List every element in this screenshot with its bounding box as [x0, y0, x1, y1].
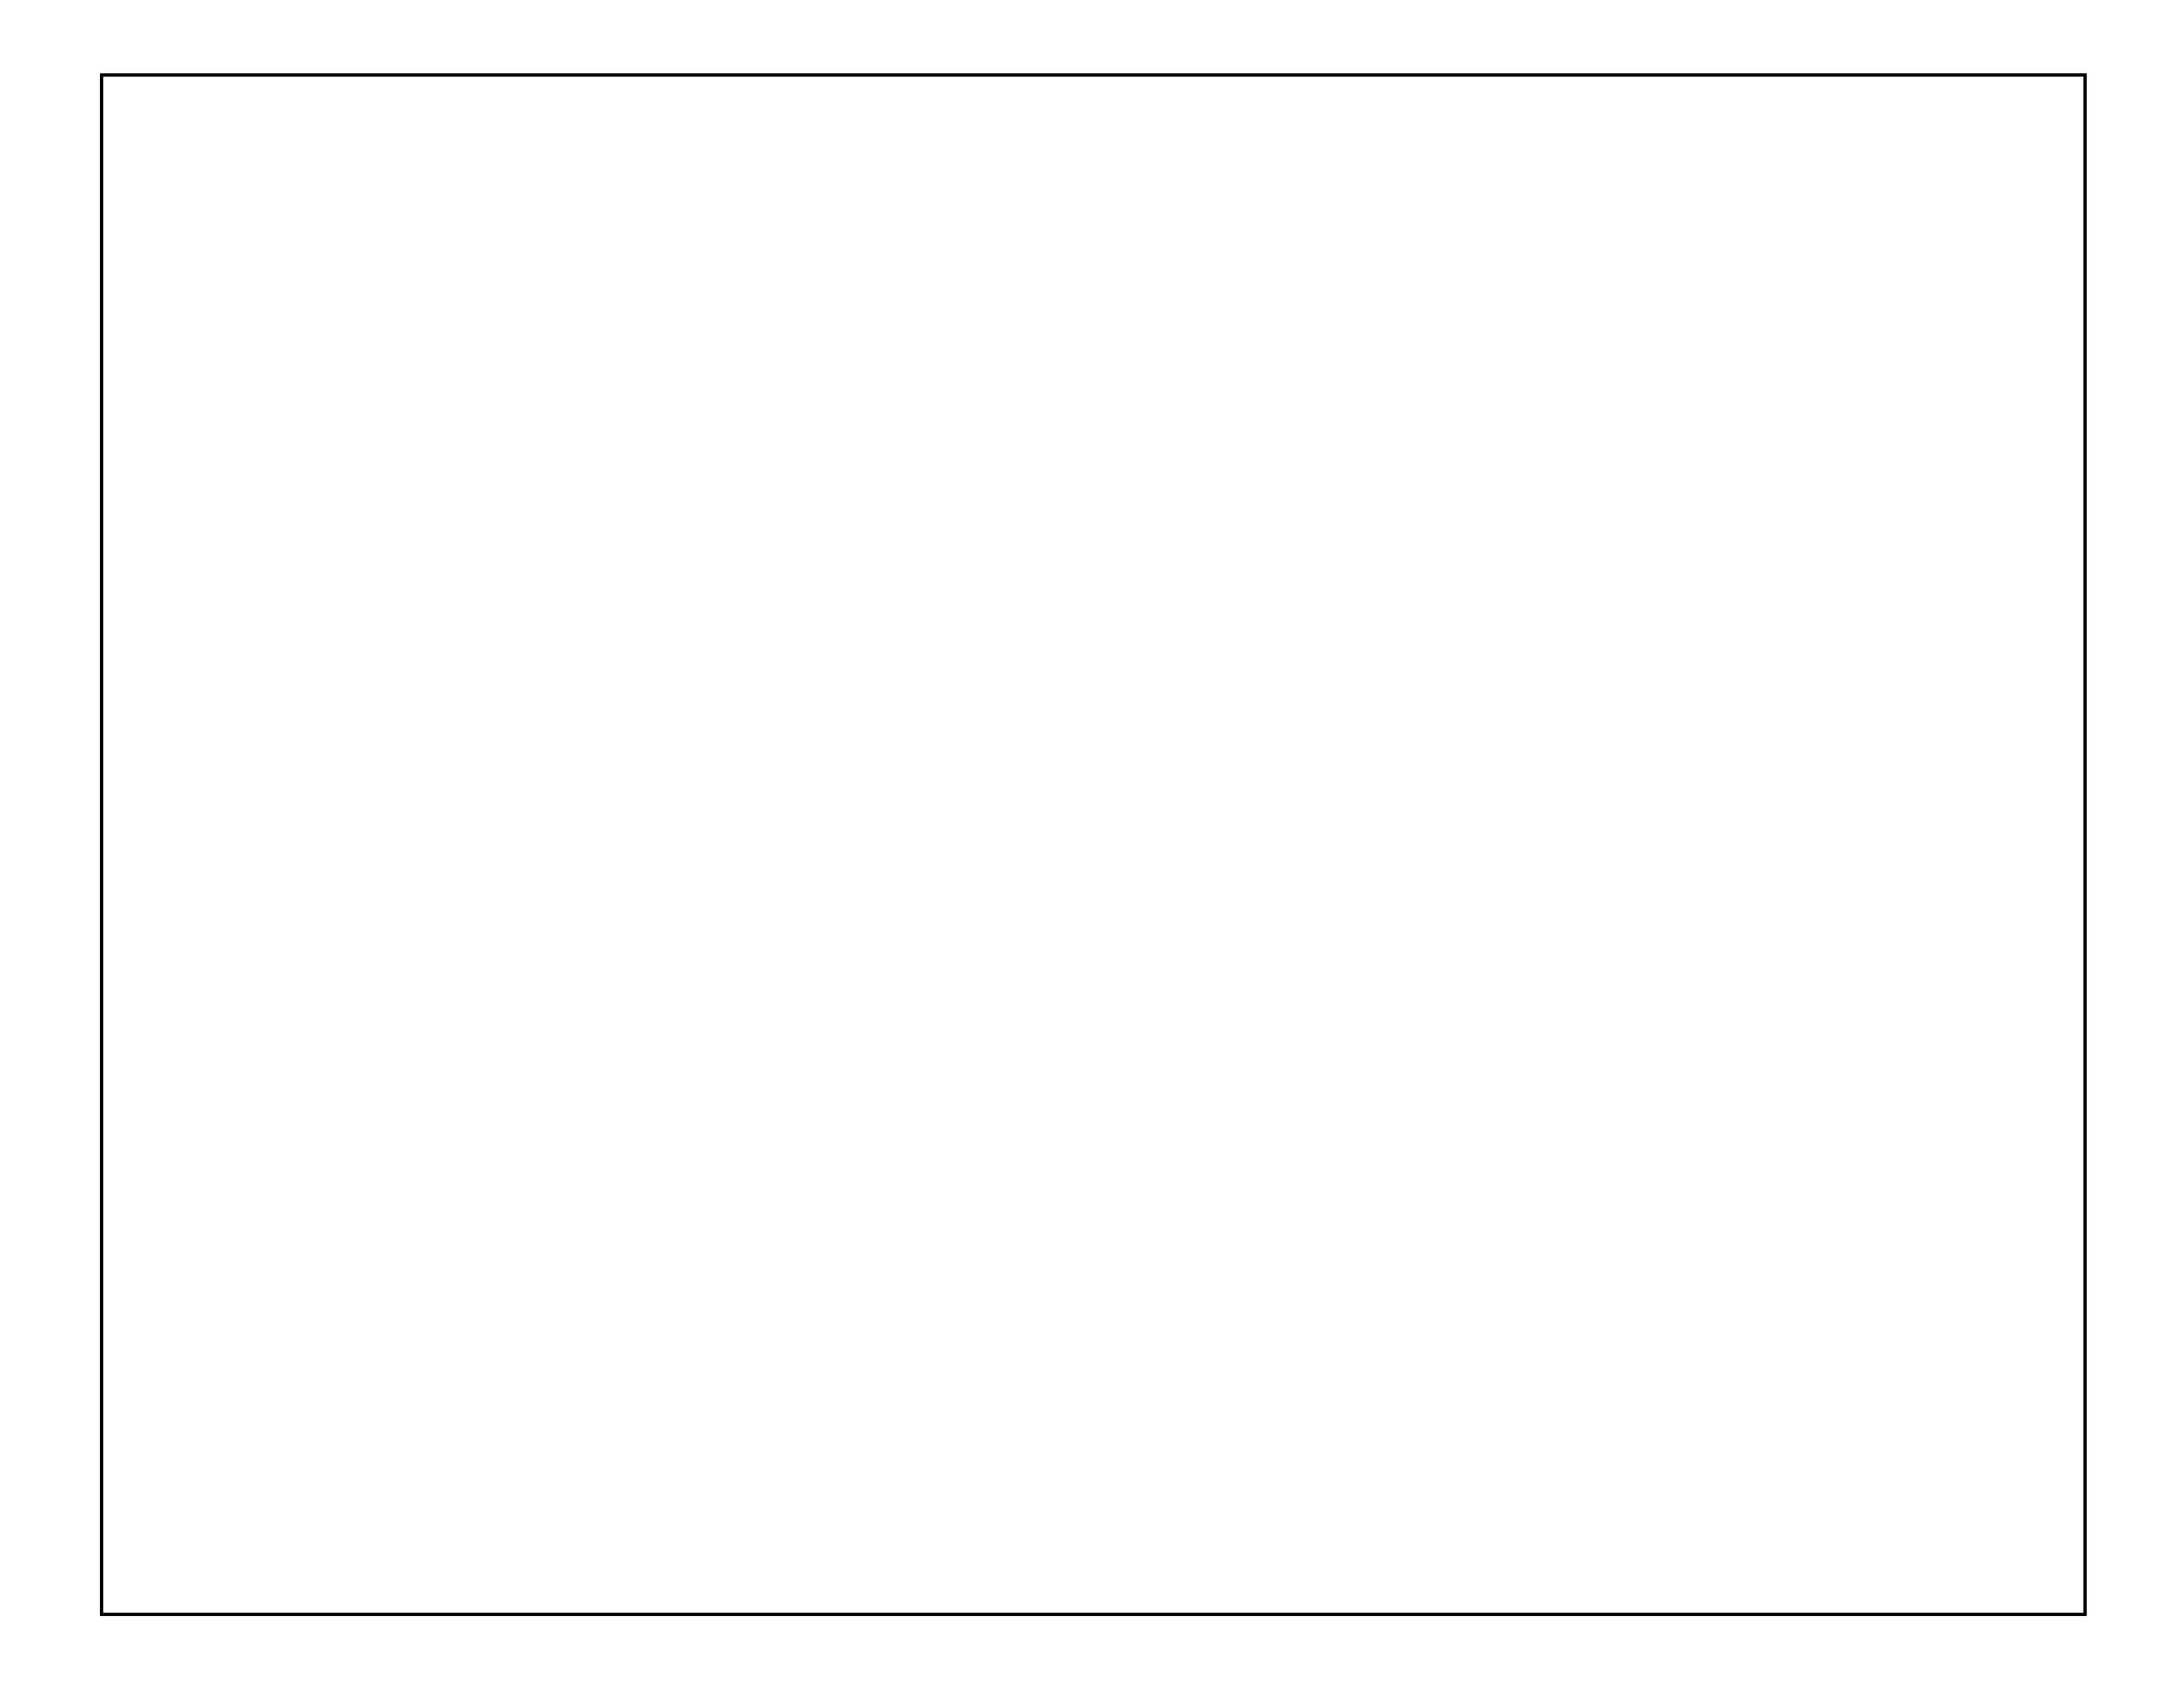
page-border — [100, 73, 2087, 1616]
credits-block — [142, 1441, 169, 1688]
wall-distance-label — [899, 1469, 928, 1669]
tent-spec-label — [127, 80, 159, 384]
stage-note-label — [918, 112, 947, 296]
